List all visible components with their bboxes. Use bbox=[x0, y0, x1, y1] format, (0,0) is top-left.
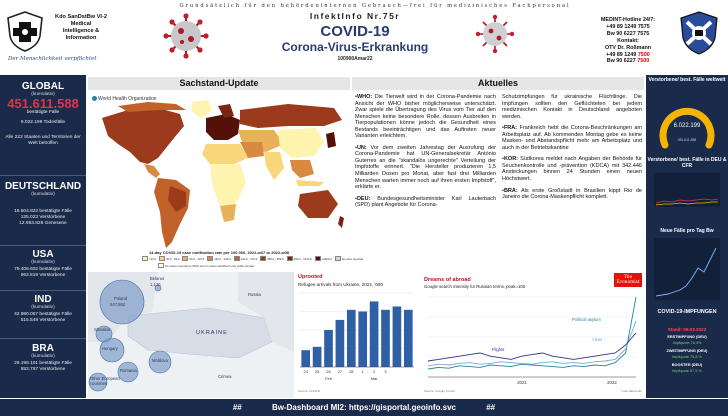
map-legend-secondary bbox=[158, 263, 257, 268]
tick-label: 26 bbox=[326, 369, 331, 374]
news-item-un: •UN: Vor dem zweiten Jahrestag der Ausrufung der Corona-Pandemie hat UN-Generalsekretär António Guterres an die "skandalös ungerechte" Verteilung der Impfstoffe erinnert. "Die Hersteller produzieren 1,5 Milliarden Dosen pro Monat, aber fast drei Milliarden Menschen warten immer noch auf ihren ersten Impfstoff", erklärte er. bbox=[355, 144, 496, 191]
footer-bar: ## Bw-Dashboard MI2: https://gisportal.geoinfo.svc ## bbox=[0, 399, 728, 416]
legend-label: 960.0 - 1919.9 bbox=[293, 256, 312, 261]
month-label: Feb bbox=[325, 376, 332, 381]
divider bbox=[0, 290, 86, 291]
legend-entry bbox=[158, 263, 254, 268]
divider bbox=[0, 245, 86, 246]
coronavirus-icon bbox=[475, 14, 515, 54]
left-stats-panel bbox=[0, 75, 86, 398]
who-globe-icon bbox=[92, 96, 97, 101]
legend-label: No cases reported by WHO and no cases identified in the public domain bbox=[165, 263, 255, 268]
legend-swatch bbox=[287, 256, 293, 261]
series-line bbox=[428, 297, 636, 369]
legend-entry bbox=[260, 256, 283, 261]
world-ratio-gauge bbox=[657, 93, 717, 151]
date-time-group: 100900Amar22 bbox=[337, 56, 373, 62]
legend-swatch bbox=[142, 256, 148, 261]
org-name: Kdo SanDstBw VI-2 Medical Intelligence & Information bbox=[55, 14, 107, 41]
tick-label: 24 bbox=[303, 369, 308, 374]
bar bbox=[336, 320, 345, 367]
chart-title: Dreams of abroad bbox=[424, 277, 471, 283]
vaccination-date: Stand: 09.03.2022 bbox=[667, 327, 707, 332]
tick-label: 27 bbox=[337, 369, 343, 374]
chart-subtitle: Refugee arrivals from Ukraine, 2022, '000 bbox=[298, 282, 383, 287]
germany-stats: DEUTSCHLAND (kumulativ) 16.504.822 bestätigte Fälle 125.023 Verstorbene 12.963.828 Genesene bbox=[0, 181, 86, 227]
legend-entry bbox=[234, 256, 257, 261]
tick-label: 25 bbox=[314, 369, 320, 374]
divider bbox=[0, 338, 86, 339]
legend-swatch bbox=[159, 256, 165, 261]
line-chart-svg bbox=[422, 291, 644, 387]
legend-entry bbox=[159, 256, 179, 261]
tick-label: 1 bbox=[361, 369, 364, 374]
legend-entry bbox=[315, 256, 332, 261]
unit-crest-icon bbox=[677, 10, 721, 56]
tick-label: 2 bbox=[372, 369, 376, 374]
bar bbox=[381, 310, 390, 367]
de-ratio-chart bbox=[654, 173, 720, 207]
legend-label: 20.0 - 59.9 bbox=[166, 256, 180, 261]
legend-label: 480.0 - 959.9 bbox=[267, 256, 284, 261]
page-subtitle: Corona-Virus-Erkrankung bbox=[281, 40, 429, 54]
dreams-chart bbox=[422, 273, 644, 397]
map-legend-title: 14-day COVID-19 case notification rate per 100 000, 2022-w07 to 2022-w08 bbox=[148, 250, 290, 255]
bar bbox=[301, 350, 310, 367]
brazil-stats: BRA (kumulativ) 29.198.101 bestätigte Fälle 653.767 Verstorbene bbox=[0, 343, 86, 373]
who-logo: World Health Organization bbox=[92, 96, 157, 102]
world-deaths-value: 6.022.199 bbox=[673, 123, 701, 129]
legend-entry bbox=[182, 256, 204, 261]
legend-swatch bbox=[207, 256, 213, 261]
coronavirus-icon bbox=[162, 12, 210, 60]
motto-script: Der Menschlichkeit verpflichtet bbox=[8, 56, 97, 62]
series-line bbox=[428, 321, 636, 366]
news-item-deu: •DEU: Bundesgesundheitsminister Karl Lauterbach (SPD) plant Angebote für Corona- bbox=[355, 195, 496, 209]
bar bbox=[313, 347, 322, 367]
chart-source: Source: UNHCR bbox=[298, 389, 321, 393]
legend-label: <20.0 bbox=[149, 256, 157, 261]
legend-entry bbox=[287, 256, 312, 261]
legend-swatch bbox=[315, 256, 321, 261]
legend-entry bbox=[142, 256, 156, 261]
dashboard-link[interactable]: Bw-Dashboard MI2: https://gisportal.geoinfo.svc bbox=[271, 403, 456, 412]
legend-swatch bbox=[335, 256, 341, 261]
month-label: Mar bbox=[370, 376, 378, 381]
chart-note: * Last data point bbox=[620, 389, 642, 393]
legend-label: No case reported bbox=[341, 256, 364, 261]
bar-chart-svg bbox=[296, 289, 420, 387]
usa-stats: USA (kumulativ) 79.406.602 bestätigte Fälle 963.819 Verstorbene bbox=[0, 249, 86, 279]
bar bbox=[324, 330, 333, 367]
news-item-deu-cont: Schutzimpfungen für ukrainische Flüchtlinge. Die Impfungen sollten den Geflüchteten bei jedem medizinischen Kontakt in Deutschland angeboten werden. bbox=[502, 94, 642, 120]
tick-label: 2021 bbox=[517, 380, 527, 385]
bar bbox=[370, 301, 379, 367]
divider bbox=[0, 175, 86, 176]
news-item-fra: •FRA: Frankreich hebt die Corona-Beschränkungen am Arbeitsplatz auf. Ab kommenden Montag gebe es keine Masken- und Abstandspflicht mehr am Arbeitsplatz und auch in der Betriebskantine bbox=[502, 125, 642, 151]
series-label: Political asylum bbox=[572, 317, 601, 322]
legend-label: ≥1920.0 bbox=[321, 256, 332, 261]
legend-swatch bbox=[234, 256, 240, 261]
news-item-kor: •KOR: Südkorea meldet nach Angaben der Behörde für Seuchenkontrolle und -prävention (KDCA) mit 342.446 Ansteckungen binnen 24 Stunden einen neuen Höchstwert. bbox=[502, 156, 642, 183]
world-ratio-title: Verstorbene/ best. Fälle weltweit bbox=[648, 77, 726, 83]
news-item-bra: •BRA: Als erste Großstadt in Brasilien kippt Rio de Janeiro die Corona-Maskenpflicht komplett. bbox=[502, 187, 642, 201]
global-stats: GLOBAL (kumulativ) 451.611.588 bestätigte Fälle 6.022.199 Todesfälle Alle 222 Staaten und Territorien der Welt betroffen bbox=[0, 81, 86, 147]
de-ratio-title: Verstorbene/ best. Fälle in DEU & CFR bbox=[647, 157, 727, 169]
legend-swatch bbox=[182, 256, 188, 261]
world-cases-value: 451.611.588 bbox=[677, 138, 697, 142]
legend-label: 60.0 - 119.9 bbox=[189, 256, 205, 261]
legend-swatch bbox=[158, 263, 164, 268]
map-legend bbox=[142, 256, 366, 261]
news-item-who: •WHO: Die Tierwelt wird in der Corona-Pandemie nach Ansicht der WHO bisher möglicherweise unterschätzt. Zwar spiele die Übertragung des Virus vom Tier auf den Menschen keine besondere Rolle, dessen Ausbreiten in Tierpopulationen könne jedoch die Gesundheit eines Bestands beeinträchtigen und das Auftreten neuer Varianten erleichtern. bbox=[355, 94, 496, 140]
news-column-1 bbox=[355, 94, 496, 214]
first-dose-rate: Impfquote 76,4% bbox=[672, 341, 702, 345]
tick-label: 2022 bbox=[607, 380, 617, 385]
india-stats: IND (kumulativ) 42.980.067 bestätigte Fälle 515.549 Verstorbene bbox=[0, 294, 86, 324]
bar bbox=[393, 306, 402, 367]
legend-entry bbox=[207, 256, 230, 261]
chart-source: Source: Google Trends bbox=[424, 389, 455, 393]
legend-swatch bbox=[260, 256, 266, 261]
economist-logo: The Economist bbox=[614, 273, 642, 287]
vaccination-title: COVID-19-IMPFUNGEN bbox=[657, 309, 717, 315]
issue-number: InfektInfo Nr.75r bbox=[309, 11, 401, 21]
series-line bbox=[428, 333, 636, 361]
section-aktuelles: Aktuelles bbox=[352, 77, 644, 90]
chart-subtitle: Google search intensity for Russian terms, peak=100 bbox=[424, 284, 526, 289]
new-cases-chart bbox=[654, 238, 720, 300]
page-title: COVID-19 bbox=[320, 23, 390, 40]
world-case-map bbox=[88, 92, 350, 270]
sanitaetsdienst-emblem-icon bbox=[4, 10, 46, 52]
tick-label: 28 bbox=[349, 369, 354, 374]
chart-title: Uprooted bbox=[298, 274, 323, 280]
tick-label: 3 bbox=[384, 369, 387, 374]
right-stats-panel: Verstorbene/ best. Fälle weltweit 6.022.199 451.611.588 Verstorbene/ best. Fälle in DEU & CFR Neue Fälle pro Tag Bw COVID-19-IMPFUNGEN Stand: 09.03.2022 ERSTIMPFUNG (DEU) Impfquote 76,4% ZWEITIMPFUNG (DEU) Impfquote 75,8 % BOOSTER (DEU) Impfquote 57,5 % bbox=[646, 75, 728, 398]
global-cases: 451.611.588 bbox=[7, 96, 79, 111]
section-sachstand: Sachstand-Update bbox=[88, 77, 350, 90]
bar bbox=[404, 310, 413, 367]
bar bbox=[358, 312, 367, 368]
bar bbox=[347, 310, 356, 367]
new-cases-title: Neue Fälle pro Tag Bw bbox=[660, 228, 714, 234]
legend-entry bbox=[335, 256, 363, 261]
legend-label: 120.0 - 239.9 bbox=[214, 256, 231, 261]
header-slogan: Grundsätzlich für den behördeninternen Gebrauch—frei für medizinisches Fachpersonal bbox=[179, 3, 571, 9]
series-label: Flights bbox=[492, 347, 505, 352]
booster-rate: Impfquote 57,5 % bbox=[672, 369, 702, 373]
series-label: Visas bbox=[592, 337, 603, 342]
ukraine-refugee-map: Belarus 1,130 Poland 547,982 Russia UKRAINE Slovakia Hungary Romania Moldova Other European countries Crimea bbox=[88, 272, 294, 398]
legend-label: 240.0 - 479.9 bbox=[240, 256, 258, 261]
second-dose-rate: Impfquote 75,8 % bbox=[672, 355, 702, 359]
header bbox=[0, 0, 728, 73]
uprooted-chart bbox=[296, 273, 420, 397]
news-column-2 bbox=[502, 94, 642, 206]
hotline-box: MEDINT-Hotline 24/7: +49 89 1249 7575 Bw 90 6227 7575 Kontakt: OTV Dr. Roßmann +49 89 1249 7500 Bw 90 6227 7500 bbox=[600, 17, 656, 65]
